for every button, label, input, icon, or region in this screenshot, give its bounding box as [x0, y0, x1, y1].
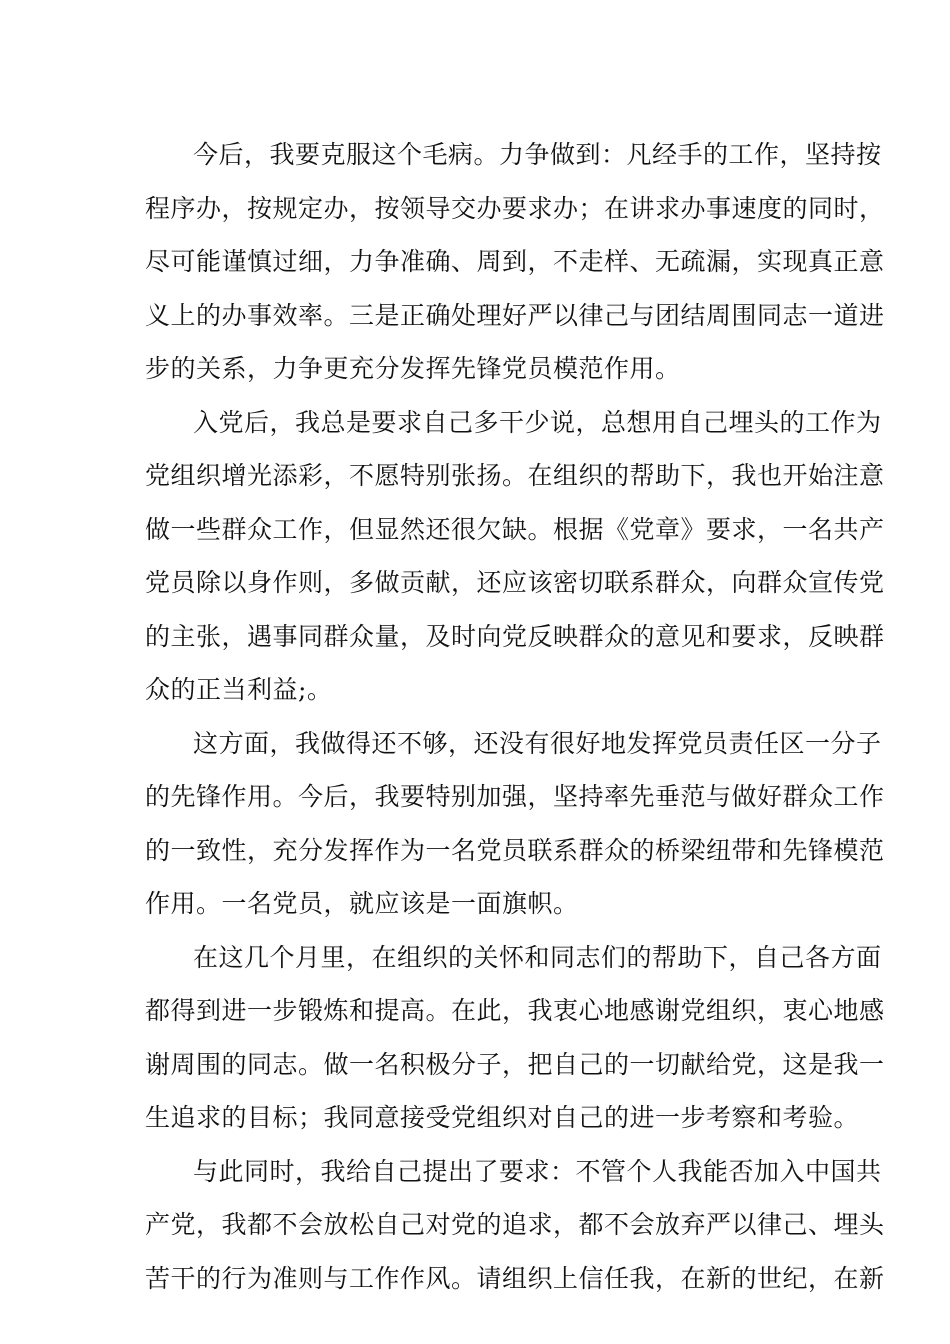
- text-line: 谢周围的同志。做一名积极分子，把自己的一切献给党，这是我一: [145, 1049, 885, 1079]
- text-line: 这方面，我做得还不够，还没有很好地发挥党员责任区一分子: [193, 728, 882, 758]
- text-line: 苦干的行为准则与工作作风。请组织上信任我，在新的世纪，在新: [145, 1263, 885, 1293]
- paragraph-2: [145, 396, 885, 717]
- text-line: 步的关系，力争更充分发挥先锋党员模范作用。: [145, 354, 681, 383]
- body-text: [145, 128, 885, 1305]
- text-line: 在这几个月里，在组织的关怀和同志们的帮助下，自己各方面: [193, 942, 882, 972]
- text-line: 党员除以身作则，多做贡献，还应该密切联系群众，向群众宣传党: [145, 568, 885, 597]
- text-line: 的一致性，充分发挥作为一名党员联系群众的桥梁纽带和先锋模范: [145, 835, 885, 865]
- text-line: 作用。一名党员，就应该是一面旗帜。: [145, 889, 579, 918]
- text-line: 尽可能谨慎过细，力争准确、周到，不走样、无疏漏，实现真正意: [145, 247, 885, 276]
- paragraph-5: [145, 1145, 885, 1306]
- text-line: 都得到进一步锻炼和提高。在此，我衷心地感谢党组织，衷心地感: [145, 996, 885, 1025]
- text-line: 做一些群众工作，但显然还很欠缺。根据《党章》要求，一名共产: [145, 514, 885, 544]
- text-line: 众的正当利益;。: [145, 675, 333, 704]
- text-line: 产党，我都不会放松自己对党的追求，都不会放弃严以律己、埋头: [145, 1210, 885, 1239]
- paragraph-1: [145, 128, 885, 396]
- text-line: 的先锋作用。今后，我要特别加强，坚持率先垂范与做好群众工作: [145, 782, 885, 811]
- text-line: 入党后，我总是要求自己多干少说，总想用自己埋头的工作为: [193, 407, 882, 437]
- paragraph-3: [145, 717, 885, 931]
- text-line: 今后，我要克服这个毛病。力争做到：凡经手的工作，坚持按: [193, 140, 882, 169]
- text-line: 的主张，遇事同群众量，及时向党反映群众的意见和要求，反映群: [145, 621, 885, 651]
- text-line: 生追求的目标；我同意接受党组织对自己的进一步考察和考验。: [145, 1103, 860, 1132]
- text-line: 与此同时，我给自己提出了要求：不管个人我能否加入中国共: [193, 1156, 882, 1186]
- text-line: 程序办，按规定办，按领导交办要求办；在讲求办事速度的同时，: [145, 193, 885, 223]
- paragraph-4: [145, 931, 885, 1145]
- text-line: 义上的办事效率。三是正确处理好严以律己与团结周围同志一道进: [145, 300, 885, 330]
- text-line: 党组织增光添彩，不愿特别张扬。在组织的帮助下，我也开始注意: [145, 461, 885, 490]
